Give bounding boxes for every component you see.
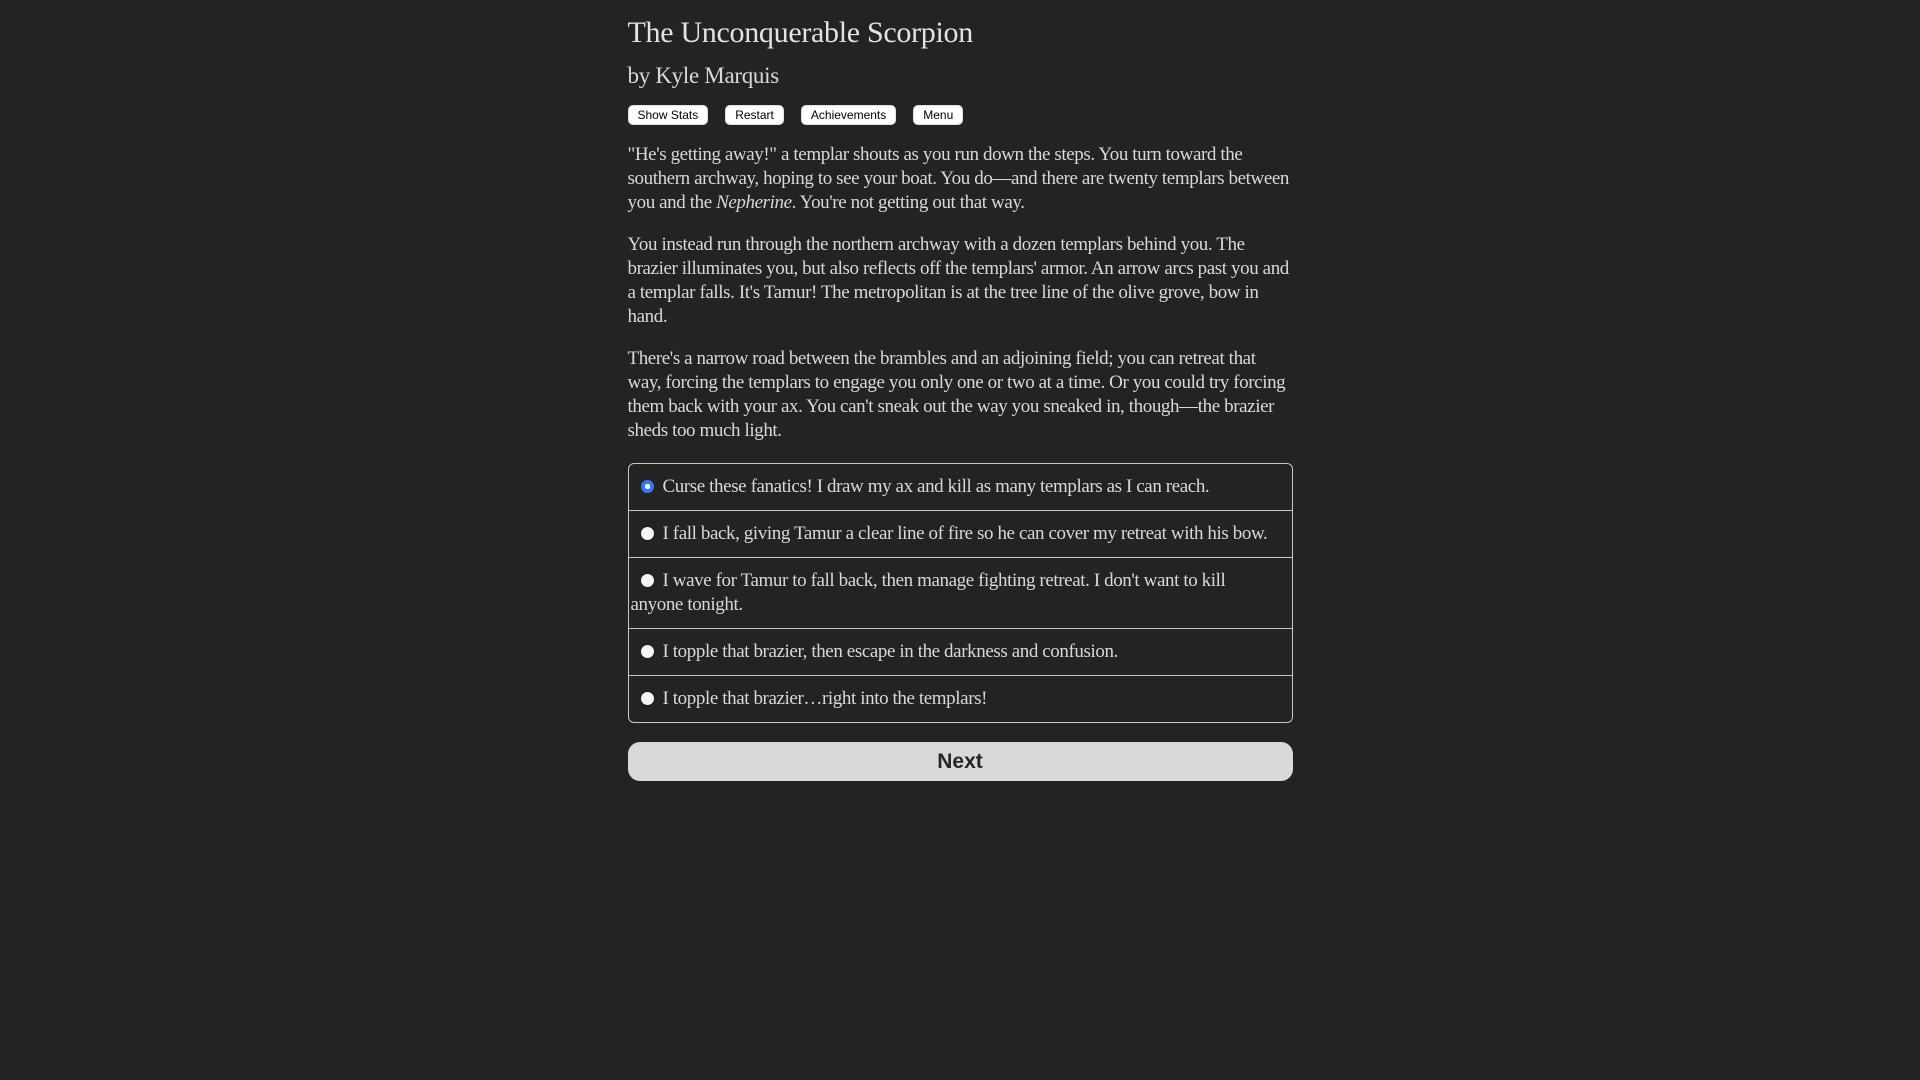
choice-option[interactable]: I topple that brazier…right into the templars! xyxy=(629,675,1292,722)
radio-icon[interactable] xyxy=(641,645,654,658)
toolbar xyxy=(628,105,1293,125)
content-column xyxy=(628,0,1293,781)
choice-list xyxy=(628,463,1293,723)
radio-selected-icon[interactable] xyxy=(641,480,654,493)
story-paragraph: You instead run through the northern archway with a dozen templars behind you. The brazier illuminates you, but also reflects off the templars' armor. An arrow arcs past you and a templar falls. It's Tamur! The metropolitan is at the tree line of the olive grove, bow in hand. xyxy=(627,234,1289,327)
menu-button[interactable]: Menu xyxy=(913,105,963,125)
page-title: The Unconquerable Scorpion xyxy=(627,16,973,49)
radio-icon[interactable] xyxy=(641,574,654,587)
choice-option[interactable]: I topple that brazier, then escape in the darkness and confusion. xyxy=(629,628,1292,675)
choice-option[interactable]: I wave for Tamur to fall back, then manage fighting retreat. I don't want to kill anyone tonight. xyxy=(629,557,1292,628)
radio-icon[interactable] xyxy=(641,527,654,540)
choice-option[interactable]: Curse these fanatics! I draw my ax and kill as many templars as I can reach. xyxy=(629,464,1292,510)
choice-option[interactable]: I fall back, giving Tamur a clear line of fire so he can cover my retreat with his bow. xyxy=(629,510,1292,557)
next-button[interactable]: Next xyxy=(628,742,1293,781)
radio-icon[interactable] xyxy=(641,692,654,705)
author-byline: by Kyle Marquis xyxy=(627,63,779,88)
restart-button[interactable]: Restart xyxy=(725,105,784,125)
story-paragraph: "He's getting away!" a templar shouts as you run down the steps. You turn toward the southern archway, hoping to see your boat. You do—and there are twenty templars between you and the Nepherine. You're not getting out that way. xyxy=(627,144,1290,213)
show-stats-button[interactable]: Show Stats xyxy=(628,105,709,125)
achievements-button[interactable]: Achievements xyxy=(801,105,896,125)
story-text xyxy=(628,143,1293,443)
story-paragraph: There's a narrow road between the brambles and an adjoining field; you can retreat that way, forcing the templars to engage you only one or two at a time. Or you could try forcing them back with your ax. You can't sneak out the way you sneaked in, though—the brazier sheds too much light. xyxy=(627,348,1286,441)
